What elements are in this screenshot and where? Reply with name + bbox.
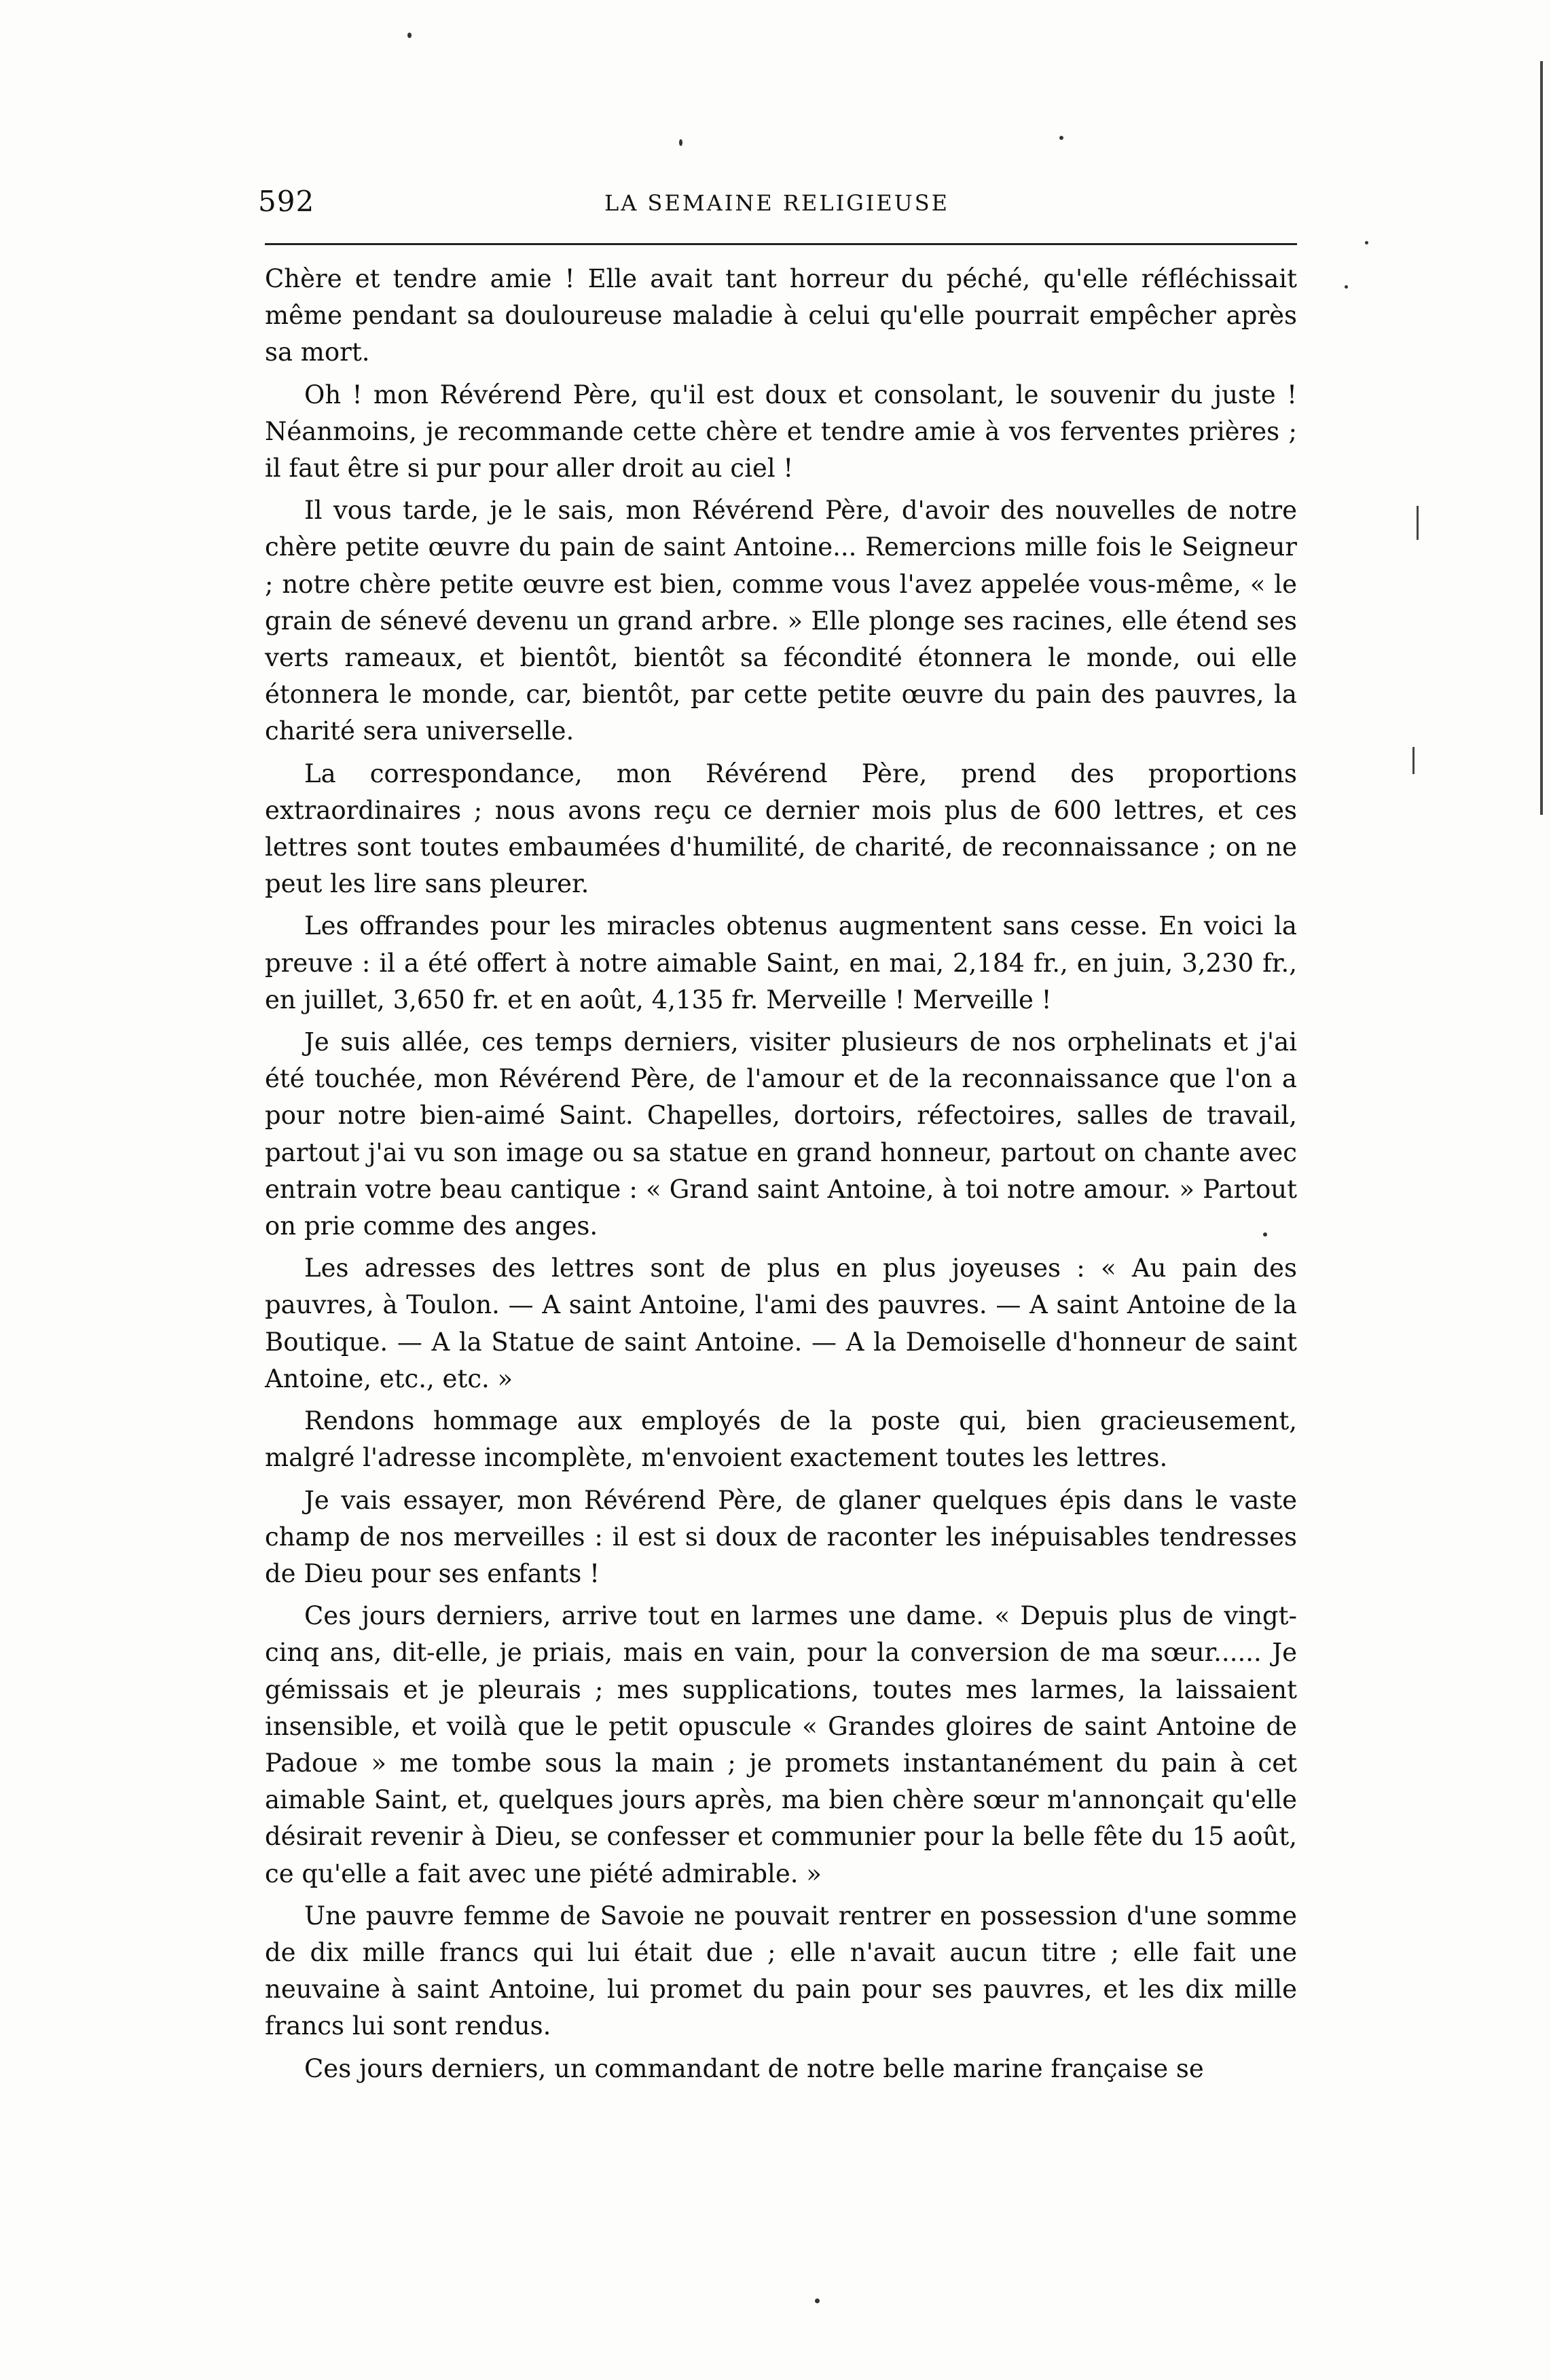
scan-speck <box>679 139 682 146</box>
scan-speck <box>1263 1232 1267 1237</box>
margin-line <box>1412 747 1415 774</box>
margin-line <box>1540 61 1543 815</box>
scan-speck <box>1365 241 1368 244</box>
paragraph: La correspondance, mon Révérend Père, prend des proportions extraordinaires ; nous avons reçu ce dernier mois plus de 600 lettres, et ces lettres sont toutes embaumées d'humilité, de charité, de reconnaissance ; on ne peut les lire sans pleurer. <box>265 758 1297 899</box>
paragraph: Oh ! mon Révérend Père, qu'il est doux et consolant, le souvenir du juste ! Néanmoins, je recommande cette chère et tendre amie à vos ferventes prières ; il faut être si pur pour aller droit au ciel ! <box>265 380 1297 483</box>
paragraph: Ces jours derniers, un commandant de notre belle marine française se <box>304 2053 1204 2083</box>
margin-line <box>1417 506 1419 540</box>
scan-speck <box>815 2299 820 2303</box>
paragraph: Les offrandes pour les miracles obtenus augmentent sans cesse. En voici la preuve : il a été offert à notre aimable Saint, en mai, 2,184 fr., en juin, 3,230 fr., en juillet, 3,650 fr. et en août, 4,135 fr. Merveille ! Merveille ! <box>265 911 1297 1014</box>
running-title: LA SEMAINE RELIGIEUSE <box>604 190 950 216</box>
scan-speck <box>1345 285 1348 289</box>
page-header <box>258 185 1304 232</box>
header-rule <box>265 243 1297 245</box>
paragraph: Ces jours derniers, arrive tout en larmes une dame. « Depuis plus de vingt-cinq ans, dit-elle, je priais, mais en vain, pour la conversion de ma sœur...... Je gémissais et je pleurais ; mes supplications, toutes mes larmes, la laissaient insensible, et voilà que le petit opuscule « Grandes gloires de saint Antoine de Padoue » me tombe sous la main ; je promets instantanément du pain à cet aimable Saint, et, quelques jours après, ma bien chère sœur m'annonçait qu'elle désirait revenir à Dieu, se confesser et communier pour la belle fête du 15 août, ce qu'elle a fait avec une piété admirable. » <box>265 1601 1297 1888</box>
paragraph: Rendons hommage aux employés de la poste qui, bien gracieusement, malgré l'adresse incomplète, m'envoient exactement toutes les lettres. <box>265 1406 1297 1473</box>
paragraph: Chère et tendre amie ! Elle avait tant horreur du péché, qu'elle réfléchissait même pendant sa douloureuse maladie à celui qu'elle pourrait empêcher après sa mort. <box>265 264 1297 367</box>
paragraph: Je suis allée, ces temps derniers, visiter plusieurs de nos orphelinats et j'ai été touchée, mon Révérend Père, de l'amour et de la reconnaissance que l'on a pour notre bien-aimé Saint. Chapelles, dortoirs, réfectoires, salles de travail, partout j'ai vu son image ou sa statue en grand honneur, partout on chante avec entrain votre beau cantique : « Grand saint Antoine, à toi notre amour. » Partout on prie comme des anges. <box>265 1027 1297 1241</box>
paragraph: Les adresses des lettres sont de plus en plus joyeuses : « Au pain des pauvres, à Toulon. — A saint Antoine, l'ami des pauvres. — A saint Antoine de la Boutique. — A la Statue de saint Antoine. — A la Demoiselle d'honneur de saint Antoine, etc., etc. » <box>265 1253 1297 1393</box>
paragraph: Je vais essayer, mon Révérend Père, de glaner quelques épis dans le vaste champ de nos merveilles : il est si doux de raconter les inépuisables tendresses de Dieu pour ses enfants ! <box>265 1485 1297 1588</box>
paragraph: Il vous tarde, je le sais, mon Révérend Père, d'avoir des nouvelles de notre chère petite œuvre du pain de saint Antoine... Remercions mille fois le Seigneur ; notre chère petite œuvre est bien, comme vous l'avez appelée vous-même, « le grain de sénevé devenu un grand arbre. » Elle plonge ses racines, elle étend ses verts rameaux, et bientôt, bientôt sa fécondité étonnera le monde, oui elle étonnera le monde, car, bientôt, par cette petite œuvre du pain des pauvres, la charité sera universelle. <box>265 496 1297 746</box>
scan-speck <box>1059 136 1063 140</box>
scan-speck <box>407 33 412 38</box>
page-number: 592 <box>258 185 315 218</box>
body-text <box>265 261 1297 2093</box>
paragraph: Une pauvre femme de Savoie ne pouvait rentrer en possession d'une somme de dix mille francs qui lui était due ; elle n'avait aucun titre ; elle fait une neuvaine à saint Antoine, lui promet du pain pour ses pauvres, et les dix mille francs lui sont rendus. <box>265 1901 1297 2041</box>
